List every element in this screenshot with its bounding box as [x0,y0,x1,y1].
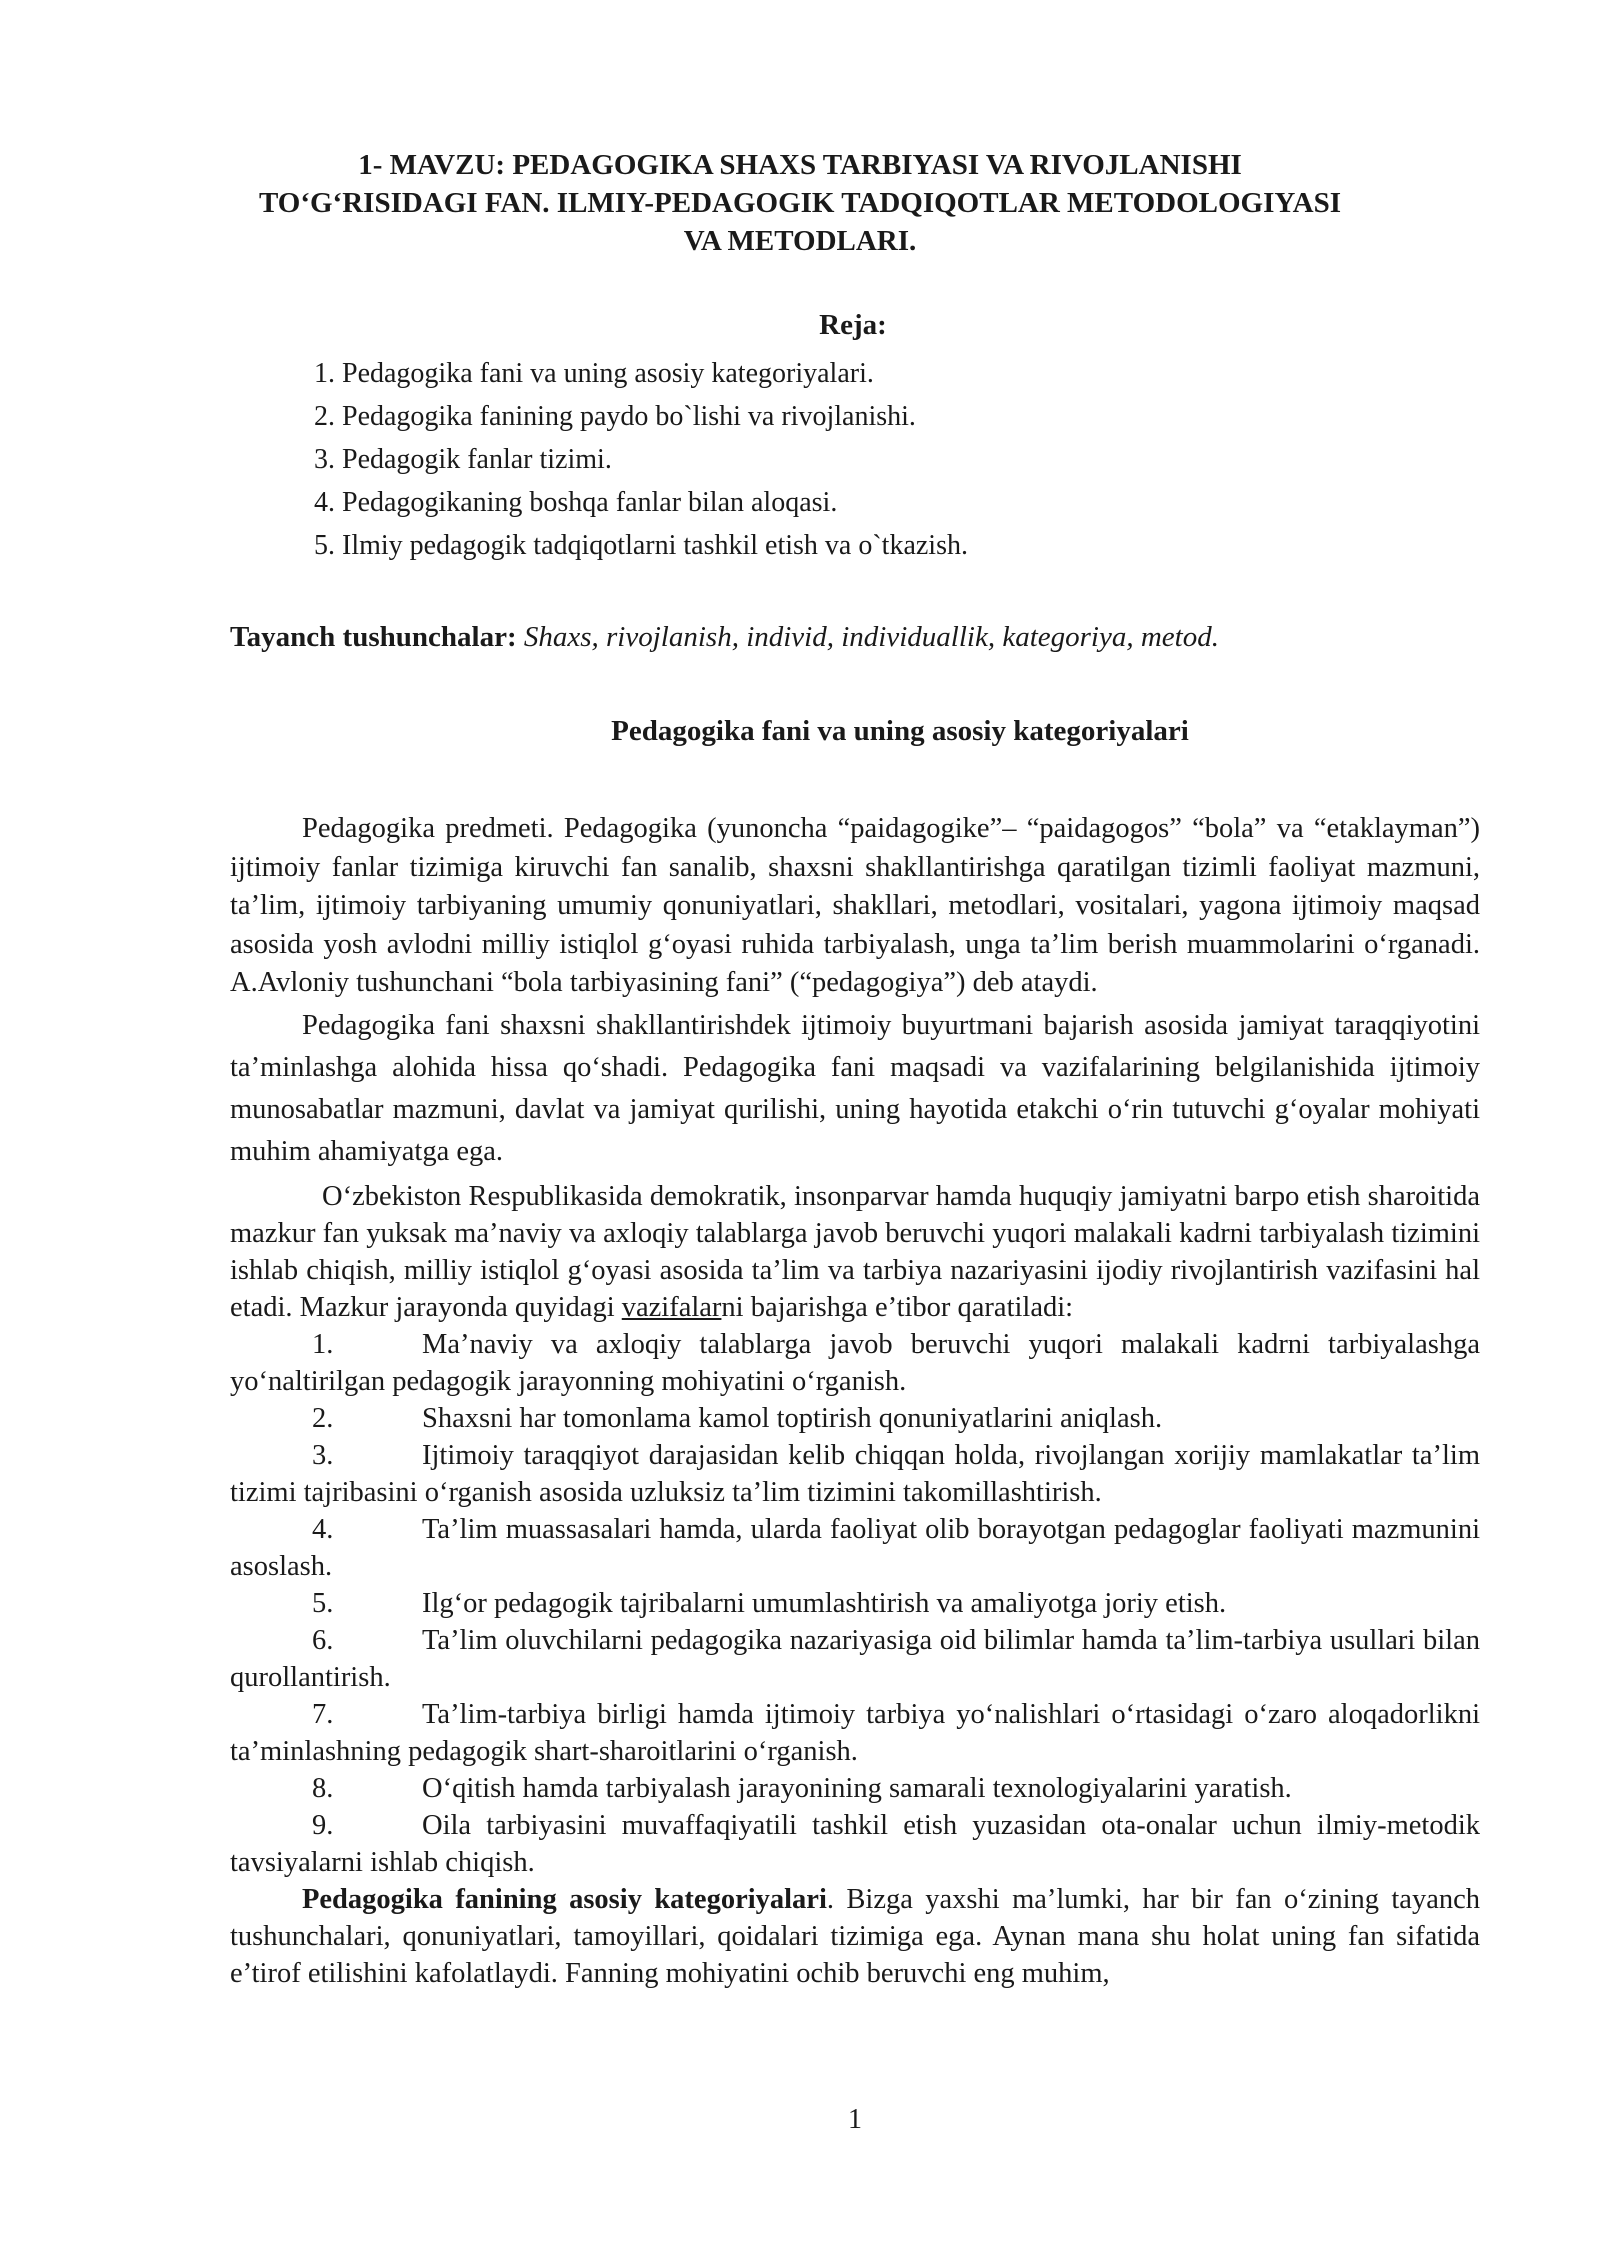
task-item [230,1622,1480,1696]
plan-item-number: 4. [314,487,335,518]
tasks-list [230,1326,1480,1881]
task-text: O‘qitish hamda tarbiyalash jarayonining samarali texnologiyalarini yaratish. [422,1772,1292,1804]
task-text: Shaxsni har tomonlama kamol toptirish qonuniyatlarini aniqlash. [422,1402,1163,1434]
tasks-intro-text: O‘zbekiston Respublikasida demokratik, insonparvar hamda huquqiy jamiyatni barpo etish sharoitida mazkur fan yuksak ma’naviy va axloqiy talablarga javob beruvchi yuqori malakali kadrni tarbiyalash tizimini ishlab chiqish, milliy istiqlol g‘oyasi asosida ta’lim va tarbiya nazariyasini ijodiy rivojlantirish vazifasini hal etadi. Mazkur jarayonda quyidagi [230,1180,1480,1323]
task-number: 1. [312,1328,334,1360]
plan-item [314,438,968,481]
plan-item-text: Pedagogikaning boshqa fanlar bilan aloqasi. [342,487,838,518]
task-item [230,1770,1480,1807]
task-item [230,1437,1480,1511]
task-text: Ta’lim muassasalari hamda, ularda faoliyat olib borayotgan pedagoglar faoliyati mazmunini asoslash. [230,1513,1480,1582]
task-text: Ilg‘or pedagogik tajribalarni umumlashtirish va amaliyotga joriy etish. [422,1587,1227,1619]
topic-title [200,146,1400,260]
plan-item-text: Pedagogik fanlar tizimi. [342,444,612,475]
task-item [230,1585,1480,1622]
topic-title-line-3: VA METODLARI. [683,225,917,257]
body-text [230,810,1480,1992]
plan-item [314,481,968,524]
paragraph-subject: Pedagogika predmeti. Pedagogika (yunoncha “paidagogike”– “paidagogos” “bola” va “etaklayman”) ijtimoiy fanlar tizimiga kiruvchi fan sanalib, shaxsni shakllantirishga qaratilgan tizimli faoliyat mazmuni, ta’lim, ijtimoiy tarbiyaning umumiy qonuniyatlari, shakllari, metodlari, vositalari, yagona ijtimoiy maqsad asosida yosh avlodni milliy istiqlol g‘oyasi ruhida tarbiyalash, unga ta’lim berish muammolarini o‘rganadi. A.Avloniy tushunchani “bola tarbiyasining fani” (“pedagogiya”) deb ataydi. [230,813,1480,998]
task-item [230,1696,1480,1770]
plan-item [314,524,968,567]
task-text: Ma’naviy va axloqiy talablarga javob beruvchi yuqori malakali kadrni tarbiyalashga yo‘naltirilgan pedagogik jarayonning mohiyatini o‘rganish. [230,1328,1480,1397]
task-text: Ta’lim oluvchilarni pedagogika nazariyasiga oid bilimlar hamda ta’lim-tarbiya usullari bilan qurollantirish. [230,1624,1480,1693]
key-terms-label: Tayanch tushunchalar: [230,621,517,653]
underlined-word: vazifalar [621,1291,722,1323]
key-terms-list: Shaxs, rivojlanish, individ, individuallik, kategoriya, metod. [523,621,1219,653]
task-item [230,1511,1480,1585]
task-number: 7. [312,1698,334,1730]
plan-item-number: 2. [314,401,335,432]
task-number: 4. [312,1513,334,1545]
task-number: 8. [312,1772,334,1804]
paragraph-social-order: Pedagogika fani shaxsni shakllantirishdek ijtimoiy buyurtmani bajarish asosida jamiyat taraqqiyotini ta’minlashga alohida hissa qo‘shadi. Pedagogika fani maqsadi va vazifalarining belgilanishida ijtimoiy munosabatlar mazmuni, davlat va jamiyat qurilishi, uning hayotida etakchi o‘rin tutuvchi g‘oyalar mohiyati muhim ahamiyatga ega. [230,1009,1480,1167]
plan-item-text: Pedagogika fanining paydo bo`lishi va rivojlanishi. [342,401,916,432]
task-number: 5. [312,1587,334,1619]
task-text: Ijtimoiy taraqqiyot darajasidan kelib chiqqan holda, rivojlangan xorijiy mamlakatlar ta’lim tizimi tajribasini o‘rganish asosida uzluksiz ta’lim tizimini takomillashtirish. [230,1439,1480,1508]
task-number: 9. [312,1809,334,1841]
task-text: Oila tarbiyasini muvaffaqiyatili tashkil etish yuzasidan ota-onalar uchun ilmiy-metodik tavsiyalarni ishlab chiqish. [230,1809,1480,1878]
plan-item-number: 1. [314,358,335,389]
section-title: Pedagogika fani va uning asosiy kategoriyalari [611,715,1189,747]
task-text: Ta’lim-tarbiya birligi hamda ijtimoiy tarbiya yo‘nalishlari o‘rtasidagi o‘zaro aloqadorlikni ta’minlashning pedagogik shart-sharoitlarini o‘rganish. [230,1698,1480,1767]
plan-item-text: Ilmiy pedagogik tadqiqotlarni tashkil etish va o`tkazish. [342,530,968,561]
task-item [230,1326,1480,1400]
plan-list [314,352,968,567]
categories-text: . Bizga yaxshi ma’lumki, har bir fan o‘zining tayanch tushunchalari, qonuniyatlari, tamoyillari, qoidalari tizimiga ega. Aynan mana shu holat uning fan sifatida e’tirof etilishini kafolatlaydi. Fanning mohiyatini ochib beruvchi eng muhim, [230,1883,1481,1989]
tasks-intro-tail: ni bajarishga e’tibor qaratiladi: [721,1291,1074,1323]
key-terms [230,618,1219,656]
plan-item-number: 5. [314,530,335,561]
task-item [230,1807,1480,1881]
plan-heading: Reja: [819,309,887,341]
task-item [230,1400,1480,1437]
topic-title-line-2: TO‘G‘RISIDAGI FAN. ILMIY-PEDAGOGIK TADQIQOTLAR METODOLOGIYASI [258,187,1342,219]
task-number: 6. [312,1624,334,1656]
paragraph-categories [230,1881,1480,1992]
plan-item-number: 3. [314,444,335,475]
plan-item [314,395,968,438]
page-number: 1 [848,2104,862,2135]
topic-title-line-1: 1- MAVZU: PEDAGOGIKA SHAXS TARBIYASI VA RIVOJLANISHI [358,149,1242,181]
plan-item [314,352,968,395]
categories-heading: Pedagogika fanining asosiy kategoriyalari [302,1883,827,1915]
task-number: 2. [312,1402,334,1434]
task-number: 3. [312,1439,334,1471]
plan-item-text: Pedagogika fani va uning asosiy kategoriyalari. [342,358,874,389]
paragraph-tasks-intro [230,1178,1480,1326]
